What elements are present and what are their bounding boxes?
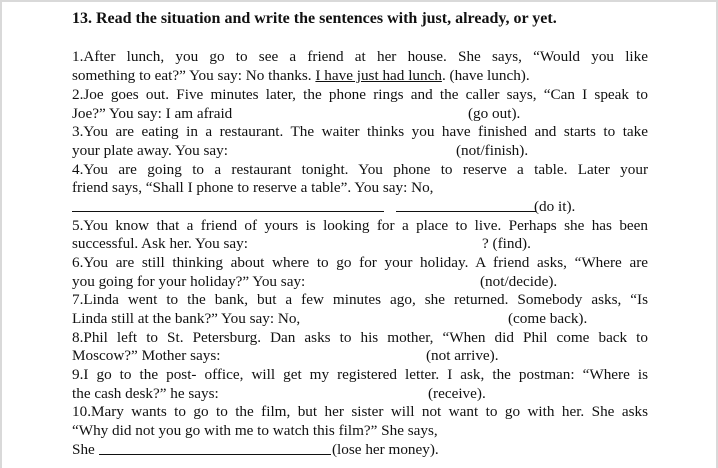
- item-6-line-1: 6.You are still thinking about where to go for your holiday. A friend asks, “Where are: [72, 254, 648, 271]
- item-9-hint: (receive).: [428, 385, 486, 402]
- item-1-example-answer: I have just had lunch: [315, 67, 442, 84]
- item-6-prompt: you going for your holiday?” You say:: [72, 273, 306, 290]
- item-1-prompt: something to eat?” You say: No thanks.: [72, 67, 316, 84]
- item-5-hint: ? (find).: [482, 235, 531, 252]
- item-7-line-1: 7.Linda went to the bank, but a few minutes ago, she returned. Somebody asks, “Is: [72, 291, 648, 308]
- item-10-prompt: She: [72, 441, 95, 458]
- item-1-line-2: [72, 66, 648, 85]
- page-top-border: [0, 0, 718, 2]
- item-7-prompt: Linda still at the bank?” You say: No,: [72, 310, 301, 327]
- page-left-border: [0, 0, 2, 468]
- item-10-line-3: [72, 440, 648, 459]
- item-9-line-1: 9.I go to the post- office, will get my registered letter. I ask, the postman: “Where is: [72, 366, 648, 383]
- item-5-line-1: 5.You know that a friend of yours is looking for a place to live. Perhaps she has been: [72, 217, 648, 234]
- item-4-line-2: friend says, “Shall I phone to reserve a table”. You say: No,: [72, 179, 434, 196]
- item-4-line-1: 4.You are going to a restaurant tonight. You phone to reserve a table. Later your: [72, 161, 648, 178]
- item-1-line-1: 1.After lunch, you go to see a friend at her house. She says, “Would you like: [72, 48, 648, 65]
- item-4-hint: (do it).: [534, 198, 576, 215]
- item-2-prompt: Joe?” You say: I am afraid: [72, 105, 233, 122]
- item-3-line-1: 3.You are eating in a restaurant. The waiter thinks you have finished and starts to take: [72, 123, 648, 140]
- item-8-line-1: 8.Phil left to St. Petersburg. Dan asks to his mother, “When did Phil come back to: [72, 329, 648, 346]
- item-4-line-3: [72, 197, 648, 216]
- exercise-title: 13. Read the situation and write the sentences with just, already, or yet.: [72, 10, 557, 27]
- item-2-hint: (go out).: [468, 105, 521, 122]
- item-9-line-2: [72, 384, 648, 403]
- item-7-hint: (come back).: [508, 310, 588, 327]
- item-10-line-1: 10.Mary wants to go to the film, but her sister will not want to go with her. She asks: [72, 403, 648, 420]
- item-5-line-2: [72, 234, 648, 253]
- item-2-line-1: 2.Joe goes out. Five minutes later, the phone rings and the caller says, “Can I speak to: [72, 86, 648, 103]
- item-8-line-2: [72, 346, 648, 365]
- item-9-prompt: the cash desk?” he says:: [72, 385, 219, 402]
- item-5-prompt: successful. Ask her. You say:: [72, 235, 248, 252]
- item-4-answer-blank-2[interactable]: [396, 211, 536, 212]
- item-1-hint: . (have lunch).: [441, 67, 530, 84]
- item-10-answer-blank[interactable]: [99, 454, 331, 455]
- item-6-line-2: [72, 272, 648, 291]
- item-3-hint: (not/finish).: [456, 142, 529, 159]
- item-10-line-2: “Why did not you go with me to watch this film?” She says,: [72, 422, 438, 439]
- item-3-prompt: your plate away. You say:: [72, 142, 228, 159]
- item-8-prompt: Moscow?” Mother says:: [72, 347, 221, 364]
- item-3-line-2: [72, 141, 648, 160]
- item-10-hint: (lose her money).: [332, 441, 439, 458]
- item-6-hint: (not/decide).: [480, 273, 558, 290]
- item-4-answer-blank-1[interactable]: [72, 211, 384, 212]
- item-7-line-2: [72, 309, 648, 328]
- item-2-line-2: [72, 104, 648, 123]
- item-8-hint: (not arrive).: [426, 347, 499, 364]
